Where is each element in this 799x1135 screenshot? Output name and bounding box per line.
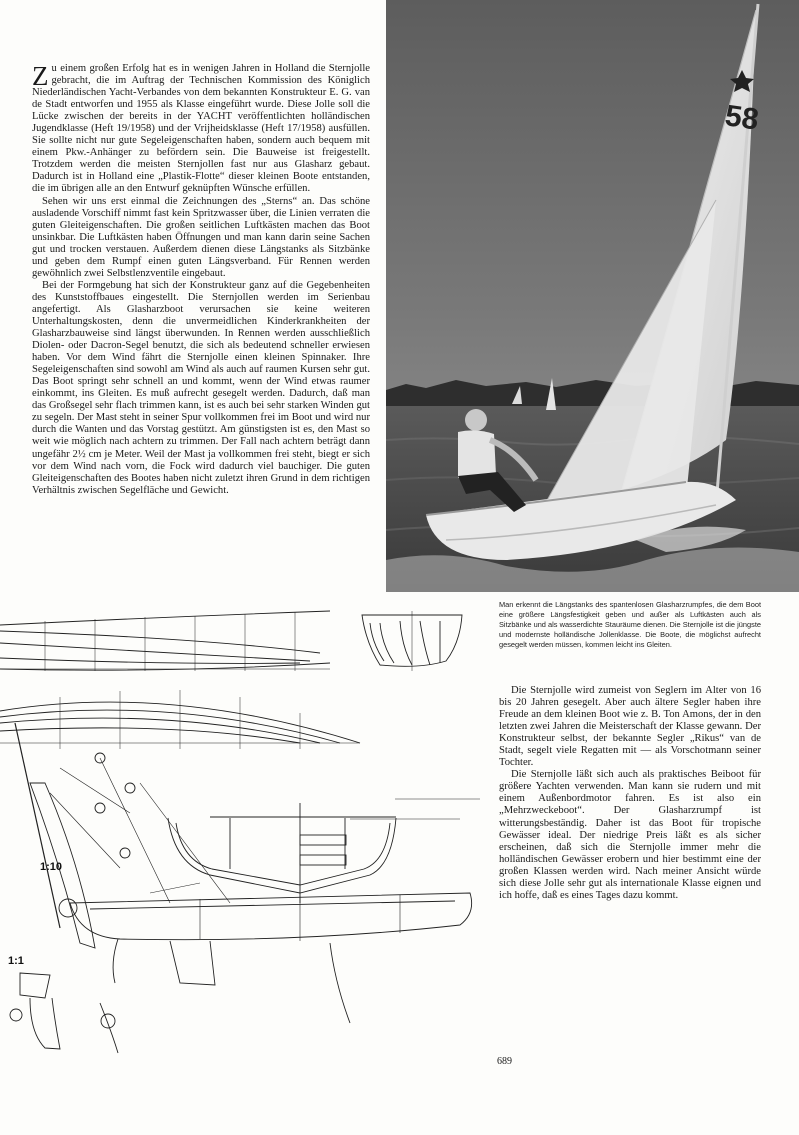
article-paragraph-2: Sehen wir uns erst einmal die Zeichnungen des „Sterns“ an. Das schöne ausladende Vorschiff nimmt fast kein Spritzwasser über, die Linien verraten die guten Gleiteigenschaften. Die großen seitlichen Luftkästen machen das Boot unsinkbar. Die Luftkästen haben Öffnungen und man kann darin seine Sachen gut und trocken verstauen. Außerdem dienen diese Längstanks als Sitzbänke und geben dem Rumpf einen guten Längsverband. Für Rennen werden gewöhnlich zwei Selbstlenzventile eingebaut. [32,195,370,279]
scale-label-1-1: 1:1 [8,955,24,967]
dropcap-letter: Z [32,61,49,91]
scale-label-1-10: 1:10 [40,861,63,873]
construction-plan-illustration [0,603,490,1063]
paragraph-1-text: u einem großen Erfolg hat es in wenigen Jahren in Holland die Sternjolle gebracht, die im Auftrag der Technischen Kommission des Königlich Niederländischen Yacht-Verbandes von dem bekannten Konstrukteur E. G. van de Stadt entworfen und 1955 als Klasse eingeführt wurde. Diese Jolle soll die Lücke zwischen der bereits in der YACHT veröffentlichten holländischen Jugendklasse (Heft 19/1958) und der Vrijheidsklasse (Heft 17/1958) ausfüllen. Sie sollte nicht nur gute Segeleigenschaften haben, sondern auch bequem mit einem Pkw.-Anhänger zu befördern sein. Die Bauweise ist freigestellt. Trotzdem werden die meisten Sternjollen fast nur aus Glasharz gebaut. Dadurch ist in Holland eine „Plastik-Flotte“ dieser kleinen Boote entstanden, die im übrigen alle an den Entwurf geknüpften Wünsche erfüllen. [32,63,370,195]
article-right-column [499,685,761,902]
right-paragraph-2: Die Sternjolle läßt sich auch als praktisches Beiboot für größere Yachten verwenden. Man kann sie rudern und mit einem Außenbordmotor fahren. Es ist also ein „Mehrzweckeboot“. Der Glasharzrumpf ist witterungsbeständig. Daher ist das Boot für tropische Gewässer ideal. Der niedrige Preis läßt es als sicher erscheinen, daß sich die Sternjolle immer mehr die holländischen Gewässer erobern und hier bestimmt eine der großen Klassen werden wird. Nach meiner Ansicht würde sich diese Jolle sehr gut als internationale Klasse eignen und ich hoffe, daß es eines Tages dazu kommt. [499,769,761,901]
right-paragraph-1: Die Sternjolle wird zumeist von Seglern im Alter von 16 bis 20 Jahren gesegelt. Aber auch ältere Segler haben ihre Freude an dem kleinen Boot wie z. B. Ton Amons, der in den letzten zwei Jahren die Meisterschaft der Klasse gewann. Der Konstrukteur selbst, der bekannte Segler „Rikus“ van de Stadt, segelt viele Regatten mit — als Vorschotmann seiner Tochter. [499,685,761,769]
photo-caption: Man erkennt die Längstanks des spantenlosen Glasharzrumpfes, die dem Boot eine größere Längsfestigkeit geben und außer als Luftkästen auch als Sitzbänke und als wasserdichte Stauräume dienen. Die Sternjolle ist die jüngste und modernste holländische Jollenklasse. Die Boote, die möglichst aufrecht gesegelt werden müssen, kommen leicht ins Gleiten. [499,600,761,649]
sailing-photo-illustration [386,0,799,592]
sailing-photo [386,0,799,592]
page-number: 689 [497,1056,512,1067]
sail-number: 58 [723,99,761,137]
article-main-column [32,63,370,497]
article-paragraph-1 [32,63,370,196]
technical-drawings [0,603,490,1063]
article-paragraph-3: Bei der Formgebung hat sich der Konstrukteur ganz auf die Gegebenheiten des Kunststoffbaues eingestellt. Die Sternjollen werden im Serienbau angefertigt. Als Glasharzboot verursachen sie keine weiteren Unterhaltungskosten, denn die unvermeidlichen Kinderkrankheiten der Glasharzbauweise sind längst überwunden. In Rennen werden ausschließlich Diolen- oder Dacron-Segel benutzt, die sich als bedeutend schneller erwiesen haben. Vor dem Wind fährt die Sternjolle einen kleinen Spinnaker. Ihre Segeleigenschaften sind sowohl am Wind als auch auf raumen Kursen sehr gut. Das Boot springt sehr schnell an und kommt, wenn der Wind etwas raumer einkommt, ins Gleiten. Es muß aufrecht gesegelt werden. Dadurch, daß man das Großsegel sehr flach trimmen kann, ist es auch bei sehr starken Winden gut zu segeln. Der Mast steht in seiner Spur vollkommen frei im Boot und wird nur durch die Wanten und das Vorstag gestützt. Am günstigsten ist es, den Mast so weit wie möglich nach achtern zu trimmen. Der Fall nach achtern beträgt dann ungefähr 2½ cm je Meter. Weil der Mast ja vollkommen frei steht, biegt er sich vor dem Wind nach vorn, die Fock wird dadurch viel bauchiger. Die guten Gleiteigenschaften des Bootes haben nicht zuletzt ihren Grund in dem richtigen Verhältnis zwischen Segelfläche und Gewicht. [32,279,370,496]
